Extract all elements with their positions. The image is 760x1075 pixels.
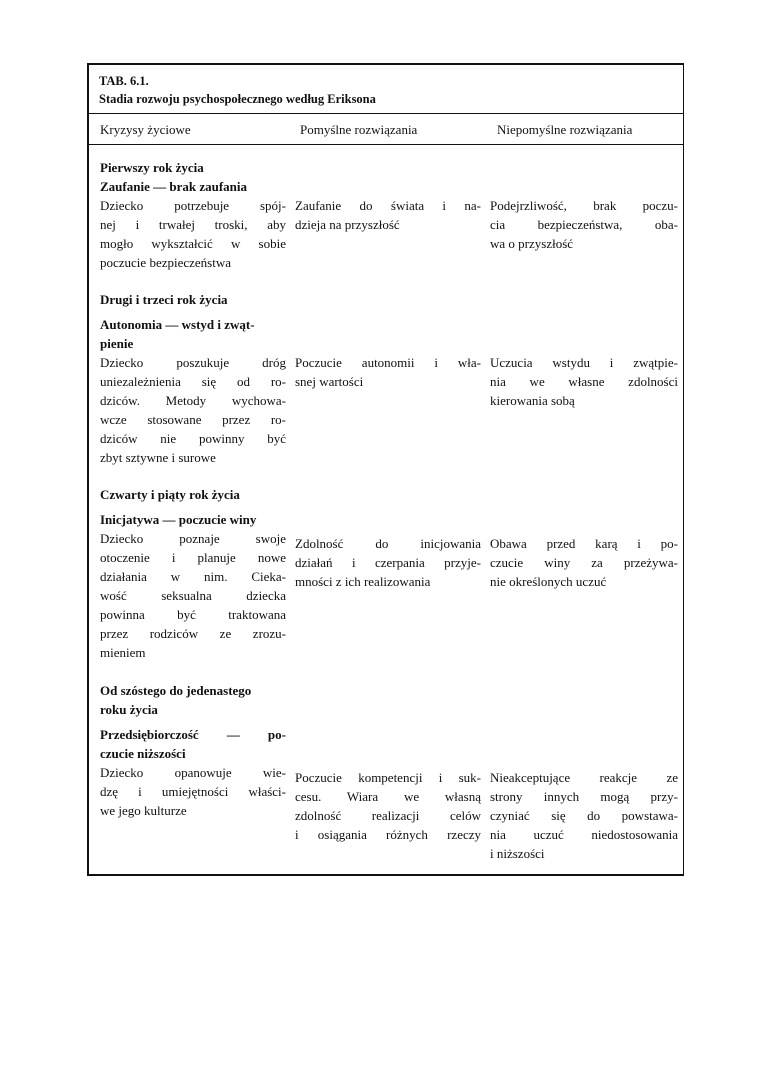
positive-outcome-line: Zaufanie do świata i na- xyxy=(295,198,481,213)
stage-4-positive-cell xyxy=(295,768,481,844)
table-number: TAB. 6.1. xyxy=(99,74,149,88)
stage-description-line: dziców nie powinny być xyxy=(100,431,286,446)
positive-outcome-line: Poczucie autonomii i wła- xyxy=(295,355,481,370)
stage-description-line: uniezależnienia się od ro- xyxy=(100,374,286,389)
negative-outcome-line: strony innych mogą przy- xyxy=(490,789,678,804)
crisis-name: pienie xyxy=(100,336,134,351)
stage-description-line: mogło wykształcić w sobie xyxy=(100,236,286,251)
stage-description-line: wcze stosowane przez ro- xyxy=(100,412,286,427)
positive-outcome-line: Zdolność do inicjowania xyxy=(295,536,481,551)
negative-outcome-line: Uczucia wstydu i zwątpie- xyxy=(490,355,678,370)
table-frame xyxy=(87,63,684,876)
stage-period: roku życia xyxy=(100,702,158,717)
negative-outcome-line: cia bezpieczeństwa, oba- xyxy=(490,217,678,232)
header-top-rule xyxy=(89,113,683,114)
stage-description-line: dzę i umiejętności właści- xyxy=(100,784,286,799)
stage-description-line: otoczenie i planuje nowe xyxy=(100,550,286,565)
stage-1-positive-cell xyxy=(295,196,481,234)
stage-2-negative-cell xyxy=(490,353,678,410)
stage-3-positive-cell xyxy=(295,534,481,591)
negative-outcome-line: Obawa przed karą i po- xyxy=(490,536,678,551)
positive-outcome-line: zdolność realizacji celów xyxy=(295,808,481,823)
column-header-negative: Niepomyślne rozwiązania xyxy=(497,122,633,137)
negative-outcome-line: nia we własne zdolności xyxy=(490,374,678,389)
positive-outcome-line: cesu. Wiara we własną xyxy=(295,789,481,804)
negative-outcome-line: i niższości xyxy=(490,846,545,861)
positive-outcome-line: działań i czerpania przyje- xyxy=(295,555,481,570)
negative-outcome-line: wa o przyszłość xyxy=(490,236,574,251)
stage-description-line: wość seksualna dziecka xyxy=(100,588,286,603)
negative-outcome-line: czyniać się do powstawa- xyxy=(490,808,678,823)
stage-1-negative-cell xyxy=(490,196,678,253)
stage-2-positive-cell xyxy=(295,353,481,391)
stage-description-line: poczucie bezpieczeństwa xyxy=(100,255,232,270)
stage-3-negative-cell xyxy=(490,534,678,591)
positive-outcome-line: dzieja na przyszłość xyxy=(295,217,400,232)
stage-description-line: nej i trwałej troski, aby xyxy=(100,217,286,232)
stage-3-crisis-cell xyxy=(100,485,286,662)
stage-description-line: dziców. Metody wychowa- xyxy=(100,393,286,408)
stage-description-line: mieniem xyxy=(100,645,146,660)
positive-outcome-line: Poczucie kompetencji i suk- xyxy=(295,770,481,785)
stage-4-negative-cell xyxy=(490,768,678,863)
column-header-crises: Kryzysy życiowe xyxy=(100,122,191,137)
stage-description-line: działania w nim. Cieka- xyxy=(100,569,286,584)
stage-period: Drugi i trzeci rok życia xyxy=(100,292,228,307)
column-header-positive: Pomyślne rozwiązania xyxy=(300,122,418,137)
stage-description-line: we jego kulturze xyxy=(100,803,187,818)
stage-description-line: Dziecko poznaje swoje xyxy=(100,531,286,546)
crisis-name: Autonomia — wstyd i zwąt- xyxy=(100,317,255,332)
stage-description-line: Dziecko poszukuje dróg xyxy=(100,355,286,370)
negative-outcome-line: kierowania sobą xyxy=(490,393,575,408)
stage-4-crisis-cell xyxy=(100,681,286,820)
crisis-name: Przedsiębiorczość — po- xyxy=(100,727,286,742)
stage-2-crisis-cell xyxy=(100,290,286,467)
stage-period: Czwarty i piąty rok życia xyxy=(100,487,240,502)
stage-description-line: powinna być traktowana xyxy=(100,607,286,622)
table-caption xyxy=(99,72,376,108)
stage-description-line: Dziecko potrzebuje spój- xyxy=(100,198,286,213)
negative-outcome-line: Podejrzliwość, brak poczu- xyxy=(490,198,678,213)
stage-description-line: Dziecko opanowuje wie- xyxy=(100,765,286,780)
negative-outcome-line: nia uczuć niedostosowania xyxy=(490,827,678,842)
stage-period: Pierwszy rok życia xyxy=(100,160,204,175)
stage-description-line: zbyt sztywne i surowe xyxy=(100,450,216,465)
stage-description-line: przez rodziców ze zrozu- xyxy=(100,626,286,641)
positive-outcome-line: i osiągania różnych rzeczy xyxy=(295,827,481,842)
positive-outcome-line: mności z ich realizowania xyxy=(295,574,431,589)
stage-period: Od szóstego do jedenastego xyxy=(100,683,252,698)
crisis-name: Inicjatywa — poczucie winy xyxy=(100,512,257,527)
negative-outcome-line: czucie winy za przeżywa- xyxy=(490,555,678,570)
positive-outcome-line: snej wartości xyxy=(295,374,364,389)
negative-outcome-line: nie określonych uczuć xyxy=(490,574,607,589)
crisis-name: Zaufanie — brak zaufania xyxy=(100,179,247,194)
stage-1-crisis-cell xyxy=(100,158,286,272)
header-bottom-rule xyxy=(89,144,683,145)
crisis-name: czucie niższości xyxy=(100,746,186,761)
table-title: Stadia rozwoju psychospołecznego według Eriksona xyxy=(99,92,376,106)
negative-outcome-line: Nieakceptujące reakcje ze xyxy=(490,770,678,785)
